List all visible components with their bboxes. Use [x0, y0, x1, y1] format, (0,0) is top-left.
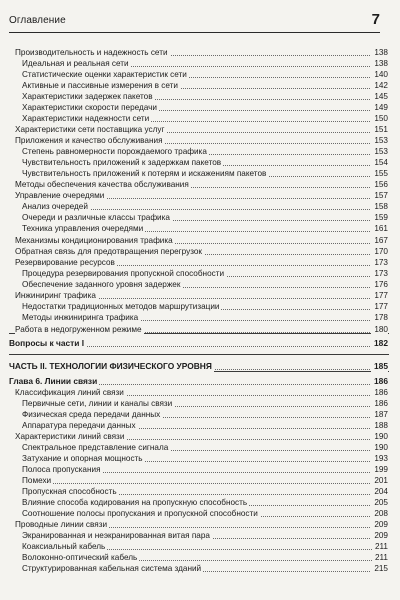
toc-entry-page: 140: [371, 69, 388, 80]
page-number: 7: [371, 11, 380, 28]
toc-entry: [22, 301, 388, 312]
toc-entry-title: Характеристики надежности сети: [22, 114, 150, 123]
toc-entry-page: 190: [371, 431, 388, 442]
toc-entry-page: 156: [371, 179, 388, 190]
toc-entry: [15, 290, 388, 301]
toc-entry-page: 157: [371, 190, 388, 201]
toc-entry-page: 180: [371, 324, 388, 335]
toc-entry-page: 185: [371, 361, 388, 372]
running-header: [9, 11, 380, 33]
toc-entry: [22, 168, 388, 179]
toc-entry: [22, 475, 388, 486]
toc-entry-page: 138: [371, 47, 388, 58]
toc-entry-page: 208: [371, 508, 388, 519]
toc-entry-title: Проводные линии связи: [15, 520, 108, 529]
toc-entry: [15, 257, 388, 268]
toc-entry-page: 204: [371, 486, 388, 497]
toc-entry-title: Характеристики скорости передачи: [22, 103, 158, 112]
toc-entry-page: 161: [371, 223, 388, 234]
toc-entry-page: 173: [371, 257, 388, 268]
toc-entry: [15, 47, 388, 58]
toc-entry-page: 176: [371, 279, 388, 290]
toc-entry-title: Обратная связь для предотвращения перегрузок: [15, 247, 203, 256]
toc-entry-page: 193: [371, 453, 388, 464]
toc-entry: [22, 563, 388, 574]
toc-entry: [15, 246, 388, 257]
toc-entry: [22, 223, 388, 234]
toc-entry: [22, 453, 388, 464]
toc-entry-title: Характеристики задержек пакетов: [22, 92, 153, 101]
toc-entry-title: Инжиниринг трафика: [15, 291, 96, 300]
toc-entry: [22, 398, 388, 409]
toc-entry-page: 211: [372, 541, 388, 552]
toc-entry: [22, 157, 388, 168]
toc-entry-title: Экранированная и неэкранированная витая пара: [22, 531, 210, 540]
section-divider: [9, 354, 389, 355]
toc-entry-page: 215: [371, 563, 388, 574]
toc-entry: [22, 80, 388, 91]
toc-entry: [9, 361, 388, 372]
toc-entry-page: 145: [371, 91, 388, 102]
toc-entry-title: Волоконно-оптический кабель: [22, 553, 138, 562]
toc-entry-title: Затухание и опорная мощность: [22, 454, 143, 463]
toc-entry-title: Работа в недогруженном режиме: [15, 325, 142, 334]
toc-entry: [15, 519, 388, 530]
toc-entry: [22, 212, 388, 223]
toc-entry: [22, 420, 388, 431]
toc-entry: [22, 268, 388, 279]
toc-entry-title: Статистические оценки характеристик сети: [22, 70, 187, 79]
toc-entry-page: 173: [371, 268, 388, 279]
toc-entry-title: Управление очередями: [15, 191, 105, 200]
toc-entry-page: 190: [371, 442, 388, 453]
toc-entry-title: Физическая среда передачи данных: [22, 410, 161, 419]
toc-entry-title: Приложения и качество обслуживания: [15, 136, 163, 145]
toc-entry-title: Влияние способа кодирования на пропускную способность: [22, 498, 248, 507]
toc-entry-title: Классификация линий связи: [15, 388, 124, 397]
toc-entry-page: 188: [371, 420, 388, 431]
toc-entry-title: Очереди и различные классы трафика: [22, 213, 170, 222]
toc-entry: [22, 102, 388, 113]
toc-entry: [22, 201, 388, 212]
toc-entry: [15, 431, 388, 442]
toc-entry: [22, 442, 388, 453]
toc-entry: [15, 190, 388, 201]
toc-entry: [15, 124, 388, 135]
toc-entry-page: 201: [371, 475, 388, 486]
toc-entry-title: Недостатки традиционных методов маршрутизации: [22, 302, 220, 311]
toc-entry-title: Помехи: [22, 476, 52, 485]
toc-entry-page: 186: [371, 387, 388, 398]
toc-entry-page: 186: [371, 376, 388, 387]
toc-entry-title: Методы обеспечения качества обслуживания: [15, 180, 189, 189]
toc-entry-page: 153: [371, 146, 388, 157]
running-header-title: Оглавление: [9, 15, 66, 26]
toc-entry: [22, 497, 388, 508]
toc-entry-title: Техника управления очередями: [22, 224, 144, 233]
toc-entry: [22, 508, 388, 519]
toc-entry-page: 177: [371, 290, 388, 301]
toc-entry: [15, 235, 388, 246]
toc-entry: [15, 179, 388, 190]
toc-entry-title: Характеристики линий связи: [15, 432, 125, 441]
toc-entry: [22, 486, 388, 497]
toc-entry-title: Чувствительность приложений к задержкам пакетов: [22, 158, 222, 167]
toc-entry-page: 159: [371, 212, 388, 223]
toc-entry-title: Производительность и надежность сети: [15, 48, 168, 57]
toc-entry-title: Пропускная способность: [22, 487, 117, 496]
toc-entry-title: Структурированная кабельная система зданий: [22, 564, 202, 573]
toc-entry-title: Резервирование ресурсов: [15, 258, 115, 267]
toc-entry-page: 199: [371, 464, 388, 475]
toc-entry-title: Аппаратура передачи данных: [22, 421, 136, 430]
toc-entry-page: 186: [371, 398, 388, 409]
toc-entry-title: Соотношение полосы пропускания и пропускной способности: [22, 509, 258, 518]
toc-entry-page: 167: [371, 235, 388, 246]
toc-entry-title: Механизмы кондиционирования трафика: [15, 236, 173, 245]
toc-entry-page: 182: [371, 338, 388, 349]
toc-entry-title: Методы инжиниринга трафика: [22, 313, 139, 322]
toc-entry-title: Процедура резервирования пропускной способности: [22, 269, 225, 278]
toc-entry-title: Характеристики сети поставщика услуг: [15, 125, 165, 134]
toc-entry-page: 205: [371, 497, 388, 508]
toc-entry-page: 209: [371, 519, 388, 530]
toc-entry-page: 153: [371, 135, 388, 146]
toc-entry: [22, 91, 388, 102]
toc-entry-page: 155: [371, 168, 388, 179]
toc-entry-page: 149: [371, 102, 388, 113]
toc-entry-title: Глава 6. Линии связи: [9, 376, 98, 386]
toc-entry-title: Чувствительность приложений к потерям и искажениям пакетов: [22, 169, 267, 178]
toc-entry-page: 177: [371, 301, 388, 312]
toc-entry-title: Активные и пассивные измерения в сети: [22, 81, 178, 90]
toc-entry-page: 211: [372, 552, 388, 563]
toc-entry: [22, 113, 388, 124]
toc-entry: [22, 409, 388, 420]
toc-entry-page: 154: [371, 157, 388, 168]
toc-entry: [15, 135, 388, 146]
toc-entry: [22, 69, 388, 80]
toc-entry: [15, 387, 388, 398]
toc-entry-page: 209: [371, 530, 388, 541]
toc-entry: [22, 58, 388, 69]
toc-entry-title: Идеальная и реальная сети: [22, 59, 129, 68]
toc-entry-page: 187: [371, 409, 388, 420]
toc-entry: [22, 312, 388, 323]
toc-entry: [9, 376, 388, 387]
toc-entry-title: Степень равномерности порождаемого трафика: [22, 147, 207, 156]
toc-entry-title: Первичные сети, линии и каналы связи: [22, 399, 173, 408]
toc-entry-title: Анализ очередей: [22, 202, 88, 211]
toc-entry: [22, 541, 388, 552]
toc-entry-title: ЧАСТЬ II. ТЕХНОЛОГИИ ФИЗИЧЕСКОГО УРОВНЯ: [9, 361, 212, 371]
toc-entry-page: 151: [371, 124, 388, 135]
toc-entry: [22, 552, 388, 563]
toc-entry-page: 178: [371, 312, 388, 323]
toc-entry: [22, 279, 388, 290]
toc-entry: [22, 146, 388, 157]
toc-entry-title: Спектральное представление сигнала: [22, 443, 169, 452]
toc-entry-title: Коаксиальный кабель: [22, 542, 106, 551]
toc-entry-page: 142: [371, 80, 388, 91]
toc-entry-page: 170: [371, 246, 388, 257]
toc-entry-page: 158: [371, 201, 388, 212]
toc-entry: [22, 530, 388, 541]
toc-entry-title: Полоса пропускания: [22, 465, 101, 474]
toc-entry: [22, 464, 388, 475]
toc-entry-title: Вопросы к части I: [9, 338, 85, 348]
dot-leader: [22, 483, 388, 484]
toc-entry-page: 138: [371, 58, 388, 69]
toc-entry: [15, 324, 388, 335]
toc-entry-title: Обеспечение заданного уровня задержек: [22, 280, 181, 289]
toc-entry-page: 150: [371, 113, 388, 124]
toc-entry: [9, 338, 388, 349]
